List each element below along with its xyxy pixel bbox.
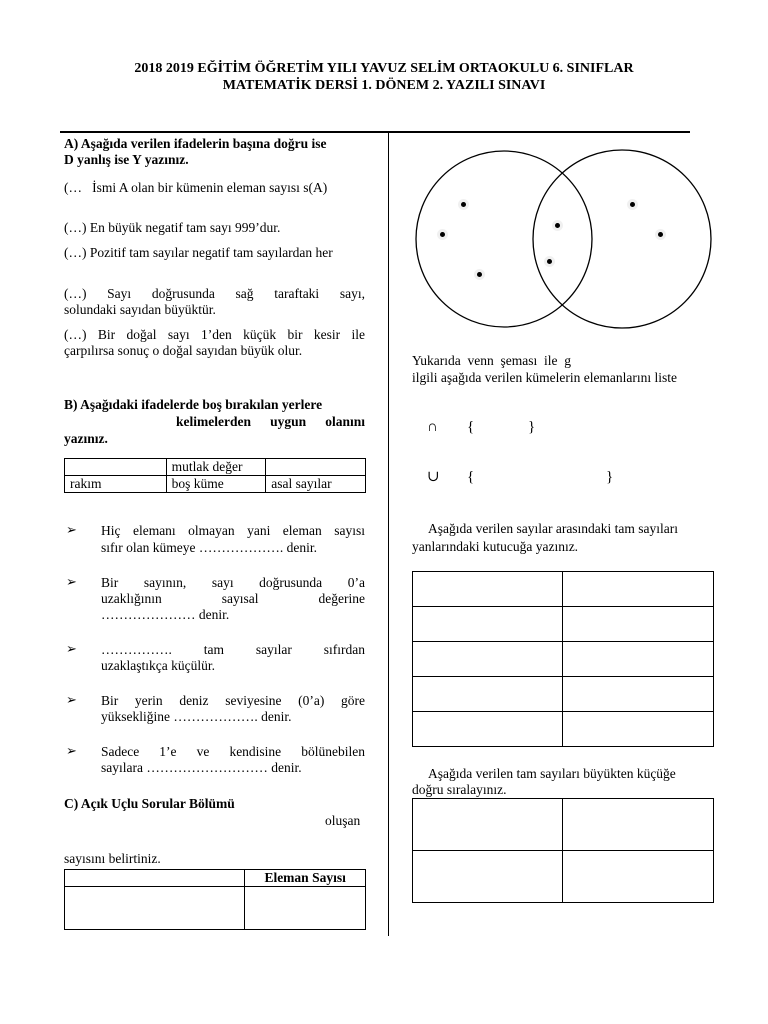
section-b-title-line2: kelimelerden uygun olanını — [176, 414, 365, 429]
statement-5-line2: çarpılırsa sonuç o doğal sayıdan büyük olur. — [64, 343, 303, 358]
answer-cell[interactable] — [562, 677, 714, 712]
statement-4-line1: (…) Sayı doğrusunda sağ taraftaki sayı, — [64, 286, 365, 301]
word-bank-cell: asal sayılar — [266, 476, 366, 493]
word-bank-cell — [65, 459, 167, 476]
intersection-open-brace: { — [467, 419, 475, 435]
fill-blank-4-line2: yüksekliğine ………………. denir. — [101, 709, 292, 724]
fill-blank-1-line2: sıfır olan kümeye ………………. denir. — [101, 540, 317, 555]
venn-instruction-line2: ilgili aşağıda verilen kümelerin elemanlarını liste — [412, 370, 678, 385]
word-bank-table — [64, 458, 366, 493]
venn-element-dot — [630, 202, 635, 207]
answer-cell[interactable] — [413, 642, 563, 677]
bullet-arrow-icon: ➢ — [66, 522, 77, 537]
venn-element-dot — [477, 272, 482, 277]
section-c-title: C) Açık Uçlu Sorular Bölümü — [64, 796, 235, 811]
venn-element-dot — [547, 259, 552, 264]
integers-question-line1: Aşağıda verilen sayılar arasındaki tam sayıları — [428, 521, 679, 536]
answer-cell[interactable] — [413, 607, 563, 642]
venn-element-dot — [658, 232, 663, 237]
answer-cell[interactable] — [413, 712, 563, 747]
column-divider — [388, 131, 389, 936]
venn-diagram — [412, 146, 722, 342]
section-a-title-line1: A) Aşağıda verilen ifadelerin başına doğru ise — [64, 136, 327, 151]
word-bank-cell — [266, 459, 366, 476]
exam-title-line1: 2018 2019 EĞİTİM ÖĞRETİM YILI YAVUZ SELİM ORTAOKULU 6. SINIFLAR — [134, 61, 634, 76]
fill-blank-3-line1: ……………. tam sayılar sıfırdan — [101, 642, 365, 657]
venn-instruction-line1: Yukarıda venn şeması ile g — [412, 353, 571, 368]
top-rule — [60, 131, 690, 133]
venn-element-dot — [555, 223, 560, 228]
answer-cell[interactable] — [562, 572, 714, 607]
answer-cell[interactable] — [413, 572, 563, 607]
statement-2: (…) En büyük negatif tam sayı 999’dur. — [64, 220, 281, 235]
fill-blank-4-line1: Bir yerin deniz seviyesine (0’a) göre — [101, 693, 365, 708]
fill-blank-3-line2: uzaklaştıkça küçülür. — [101, 658, 215, 673]
element-count-blank-header — [65, 870, 245, 887]
fill-blank-2-line1: Bir sayının, sayı doğrusunda 0’a — [101, 575, 365, 590]
venn-element-dot — [440, 232, 445, 237]
statement-4-line2: solundaki sayıdan büyüktür. — [64, 302, 216, 317]
word-bank-cell: mutlak değer — [166, 459, 266, 476]
section-b-title-line1: B) Aşağıdaki ifadelerde boş bırakılan yerlere — [64, 397, 323, 412]
bullet-arrow-icon: ➢ — [66, 692, 77, 707]
bullet-arrow-icon: ➢ — [66, 574, 77, 589]
exam-title-line2: MATEMATİK DERSİ 1. DÖNEM 2. YAZILI SINAVI — [222, 78, 546, 93]
word-bank-cell: rakım — [65, 476, 167, 493]
section-c-fragment-1: oluşan — [325, 813, 361, 828]
statement-5-line1: (…) Bir doğal sayı 1’den küçük bir kesir ile — [64, 327, 365, 342]
union-open-brace: { — [467, 469, 475, 485]
element-count-header: Eleman Sayısı — [245, 870, 366, 887]
answer-cell[interactable] — [562, 799, 714, 851]
answer-cell[interactable] — [413, 677, 563, 712]
bullet-arrow-icon: ➢ — [66, 641, 77, 656]
element-count-table — [64, 869, 366, 930]
intersection-symbol: ∩ — [427, 419, 438, 435]
answer-cell[interactable] — [413, 851, 563, 903]
answer-cell[interactable] — [562, 851, 714, 903]
order-question-line2: doğru sıralayınız. — [412, 782, 507, 797]
section-b-title-line3: yazınız. — [64, 431, 108, 446]
statement-1: (… İsmi A olan bir kümenin eleman sayısı s(A) — [64, 180, 328, 195]
venn-set-right — [533, 150, 711, 328]
section-a-title-line2: D yanlış ise Y yazınız. — [64, 152, 189, 167]
answer-cell[interactable] — [413, 799, 563, 851]
integers-question-line2: yanlarındaki kutucuğa yazınız. — [412, 539, 579, 554]
union-close-brace: } — [606, 469, 614, 485]
intersection-close-brace: } — [528, 419, 536, 435]
fill-blank-2-line2: uzaklığının sayısal değerine — [101, 591, 365, 606]
order-question-line1: Aşağıda verilen tam sayıları büyükten küçüğe — [428, 766, 676, 781]
integers-answer-table — [412, 571, 714, 747]
answer-cell[interactable] — [562, 607, 714, 642]
venn-element-dot — [461, 202, 466, 207]
union-symbol: ∪ — [427, 469, 440, 485]
answer-cell[interactable] — [562, 712, 714, 747]
fill-blank-5-line2: sayılara ……………………… denir. — [101, 760, 302, 775]
section-c-fragment-2: sayısını belirtiniz. — [64, 851, 161, 866]
order-answer-table — [412, 798, 714, 903]
answer-cell[interactable] — [65, 887, 245, 930]
statement-3: (…) Pozitif tam sayılar negatif tam sayılardan her — [64, 245, 333, 260]
fill-blank-1-line1: Hiç elemanı olmayan yani eleman sayısı — [101, 523, 365, 538]
answer-cell[interactable] — [245, 887, 366, 930]
answer-cell[interactable] — [562, 642, 714, 677]
fill-blank-2-line3: ………………… denir. — [101, 607, 230, 622]
bullet-arrow-icon: ➢ — [66, 743, 77, 758]
fill-blank-5-line1: Sadece 1’e ve kendisine bölünebilen — [101, 744, 365, 759]
word-bank-cell: boş küme — [166, 476, 266, 493]
